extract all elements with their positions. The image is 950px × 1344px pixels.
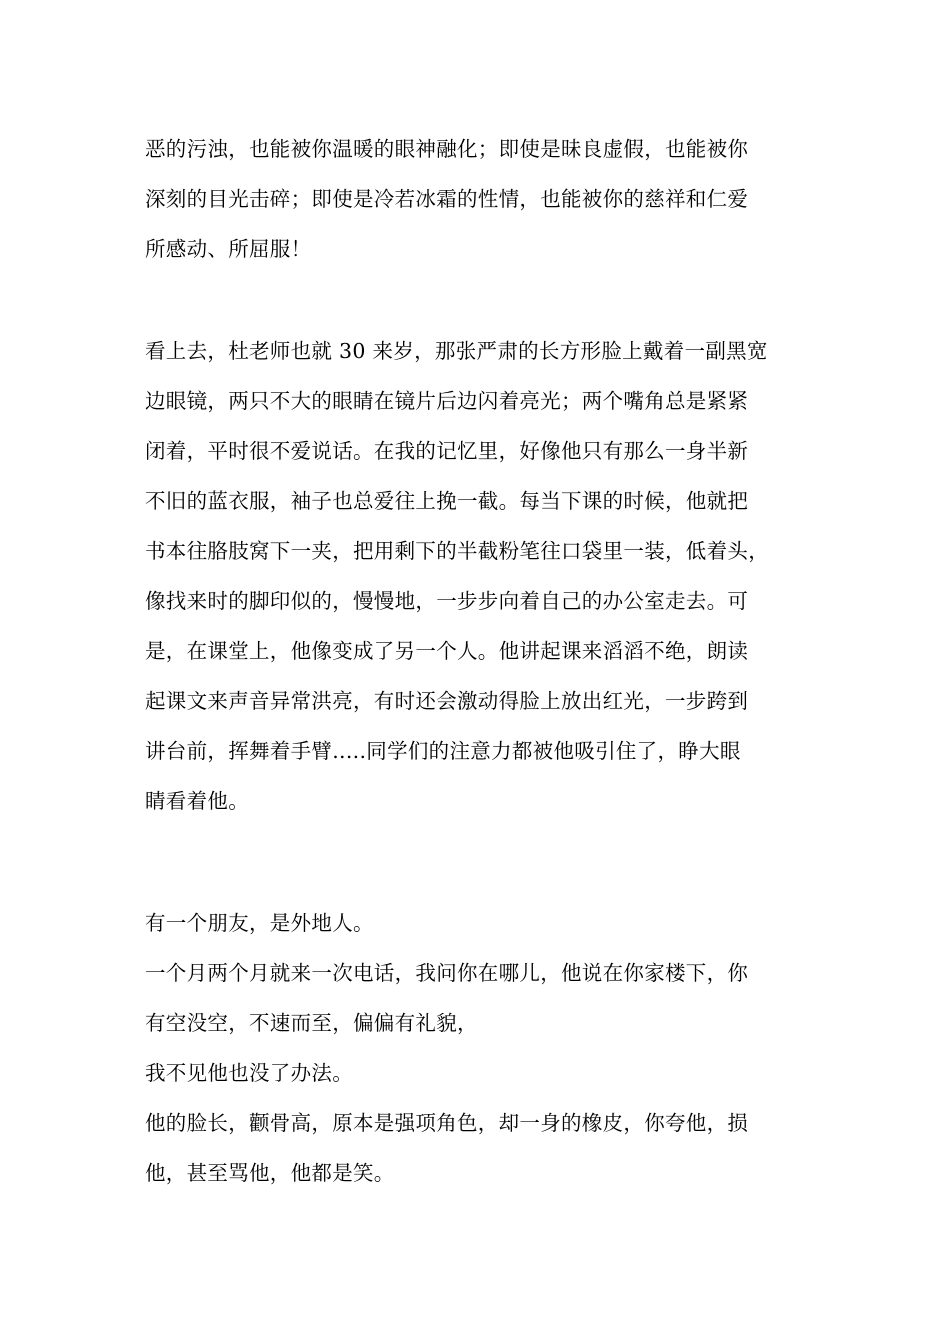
text-line: 有一个朋友，是外地人。 [145, 911, 374, 935]
text-line: 闭着，平时很不爱说话。在我的记忆里，好像他只有那么一身半新 [145, 439, 749, 463]
text-line: 书本往胳肢窝下一夹，把用剩下的半截粉笔往口袋里一装，低着头， [145, 539, 769, 563]
text-line: 讲台前，挥舞着手臂.....同学们的注意力都被他吸引住了，睁大眼 [145, 739, 741, 763]
text-line: 睛看着他。 [145, 789, 249, 813]
text-line: 看上去，杜老师也就 30 来岁，那张严肃的长方形脸上戴着一副黑宽 [145, 339, 768, 363]
text-line: 不旧的蓝衣服，袖子也总爱往上挽一截。每当下课的时候，他就把 [145, 489, 749, 513]
text-line: 深刻的目光击碎；即使是冷若冰霜的性情，也能被你的慈祥和仁爱 [145, 187, 749, 211]
text-line: 是，在课堂上，他像变成了另一个人。他讲起课来滔滔不绝，朗读 [145, 639, 749, 663]
text-line: 起课文来声音异常洪亮，有时还会激动得脸上放出红光，一步跨到 [145, 689, 749, 713]
text-line: 一个月两个月就来一次电话，我问你在哪儿，他说在你家楼下，你 [145, 961, 749, 985]
text-line: 像找来时的脚印似的，慢慢地，一步步向着自己的办公室走去。可 [145, 589, 749, 613]
text-line: 他，甚至骂他，他都是笑。 [145, 1161, 395, 1185]
text-line: 边眼镜，两只不大的眼睛在镜片后边闪着亮光；两个嘴角总是紧紧 [145, 389, 749, 413]
text-line: 恶的污浊，也能被你温暖的眼神融化；即使是昧良虚假，也能被你 [145, 137, 749, 161]
text-line: 他的脸长，颧骨高，原本是强项角色，却一身的橡皮，你夸他，损 [145, 1111, 749, 1135]
text-line: 所感动、所屈服！ [145, 237, 312, 261]
text-line: 我不见他也没了办法。 [145, 1061, 353, 1085]
text-line: 有空没空，不速而至，偏偏有礼貌， [145, 1011, 478, 1035]
